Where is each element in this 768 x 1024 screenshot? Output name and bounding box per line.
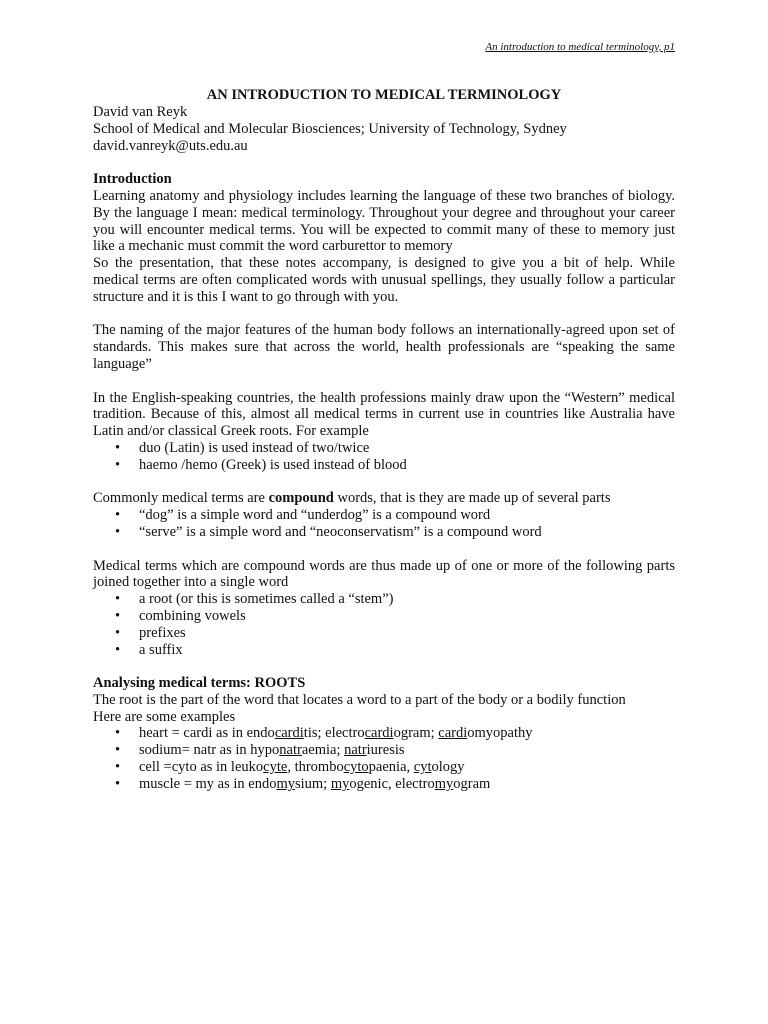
list-item bbox=[93, 591, 675, 608]
root-rest: iuresis bbox=[366, 742, 405, 759]
root-underlined: my bbox=[276, 775, 295, 792]
bullet-icon: • bbox=[115, 456, 121, 473]
root-label: sodium= natr as in hypo bbox=[139, 742, 280, 759]
compound-examples-list bbox=[93, 507, 675, 541]
root-underlined: cyto bbox=[343, 759, 369, 776]
root-underlined: cardi bbox=[438, 725, 468, 742]
language-examples-list bbox=[93, 440, 675, 474]
list-item-text: duo (Latin) is used instead of two/twice bbox=[139, 439, 370, 456]
list-item bbox=[93, 524, 675, 541]
root-underlined: cardi bbox=[274, 725, 304, 742]
introduction-paragraph-3: In the English-speaking countries, the health professions mainly draw upon the “Western” medical tradition. Because of this, almost all medical terms in current use in countries like Australia have Latin and/or classical Greek roots. For example bbox=[93, 389, 675, 440]
bullet-icon: • bbox=[115, 641, 121, 658]
compound-text-post: words, that is they are made up of several parts bbox=[333, 490, 611, 507]
list-item-text: combining vowels bbox=[139, 607, 246, 624]
bullet-icon: • bbox=[115, 624, 121, 641]
list-item bbox=[93, 457, 675, 474]
introduction-heading: Introduction bbox=[93, 171, 172, 188]
root-rest: tis; electro bbox=[303, 725, 365, 742]
root-underlined: my bbox=[434, 775, 454, 792]
roots-examples-list bbox=[93, 725, 675, 792]
compound-text-pre: Commonly medical terms are bbox=[93, 490, 269, 507]
list-item bbox=[93, 440, 675, 457]
bullet-icon: • bbox=[115, 775, 121, 792]
compound-paragraph bbox=[93, 490, 675, 507]
bullet-icon: • bbox=[115, 591, 121, 608]
running-header: An introduction to medical terminology, p1 bbox=[485, 41, 675, 53]
parts-intro-paragraph: Medical terms which are compound words are thus made up of one or more of the following parts joined together into a single word bbox=[93, 557, 675, 591]
root-underlined: cardi bbox=[364, 725, 394, 742]
roots-line-2: Here are some examples bbox=[93, 708, 236, 725]
list-item bbox=[93, 507, 675, 524]
bullet-icon: • bbox=[115, 523, 121, 540]
list-item-text: prefixes bbox=[139, 624, 186, 641]
list-item bbox=[93, 742, 675, 759]
document-title: AN INTRODUCTION TO MEDICAL TERMINOLOGY bbox=[206, 87, 562, 103]
bullet-icon: • bbox=[115, 607, 121, 624]
introduction-paragraph-2: The naming of the major features of the human body follows an internationally-agreed upon set of standards. This makes sure that across the world, health professionals are “speaking the same language” bbox=[93, 322, 675, 372]
bullet-icon: • bbox=[115, 507, 121, 524]
author-name: David van Reyk bbox=[93, 104, 188, 120]
root-rest: paenia, bbox=[368, 759, 414, 776]
bullet-icon: • bbox=[115, 725, 121, 742]
root-underlined: natr bbox=[279, 742, 302, 759]
root-label: heart = cardi as in endo bbox=[139, 725, 275, 742]
roots-heading: Analysing medical terms: ROOTS bbox=[93, 675, 306, 692]
roots-line-1: The root is the part of the word that locates a word to a part of the body or a bodily function bbox=[93, 691, 626, 708]
word-parts-list bbox=[93, 591, 675, 658]
root-underlined: cyte bbox=[263, 759, 288, 776]
root-rest: ogram; bbox=[393, 725, 439, 742]
list-item bbox=[93, 642, 675, 659]
bullet-icon: • bbox=[115, 439, 121, 456]
list-item-text: haemo /hemo (Greek) is used instead of blood bbox=[139, 456, 407, 473]
root-rest: ogram bbox=[453, 775, 491, 792]
root-rest: , thrombo bbox=[287, 759, 344, 776]
root-underlined: cyt bbox=[413, 759, 432, 776]
list-item bbox=[93, 725, 675, 742]
root-rest: sium; bbox=[294, 775, 331, 792]
list-item bbox=[93, 776, 675, 793]
compound-term: compound bbox=[268, 490, 334, 507]
root-label: muscle = my as in endo bbox=[139, 775, 277, 792]
author-email: david.vanreyk@uts.edu.au bbox=[93, 137, 248, 154]
root-rest: ogenic, electro bbox=[349, 775, 435, 792]
root-label: cell =cyto as in leuko bbox=[139, 759, 264, 776]
list-item-text: a root (or this is sometimes called a “stem”) bbox=[139, 591, 394, 608]
root-rest: ology bbox=[431, 759, 465, 776]
root-underlined: my bbox=[330, 775, 350, 792]
list-item-text: “serve” is a simple word and “neoconservatism” is a compound word bbox=[139, 523, 542, 540]
root-rest: omyopathy bbox=[467, 725, 533, 742]
bullet-icon: • bbox=[115, 742, 121, 759]
list-item bbox=[93, 608, 675, 625]
document-body bbox=[93, 104, 675, 793]
introduction-paragraph-1b: So the presentation, that these notes accompany, is designed to give you a bit of help. While medical terms are often complicated words with unusual spellings, they usually follow a particular structure and it is this I want to go through with you. bbox=[93, 255, 675, 305]
list-item bbox=[93, 759, 675, 776]
root-underlined: natr bbox=[344, 742, 367, 759]
list-item-text: a suffix bbox=[139, 641, 183, 658]
root-rest: aemia; bbox=[301, 742, 345, 759]
bullet-icon: • bbox=[115, 759, 121, 776]
author-affiliation: School of Medical and Molecular Biosciences; University of Technology, Sydney bbox=[93, 120, 567, 137]
introduction-paragraph-1: Learning anatomy and physiology includes learning the language of these two branches of biology. By the language I mean: medical terminology. Throughout your degree and throughout your career you will encounter medical terms. You will be expected to commit many of these to memory just like a mechanic must commit the word carburettor to memory bbox=[93, 187, 675, 255]
list-item-text: “dog” is a simple word and “underdog” is a compound word bbox=[139, 507, 491, 524]
list-item bbox=[93, 625, 675, 642]
